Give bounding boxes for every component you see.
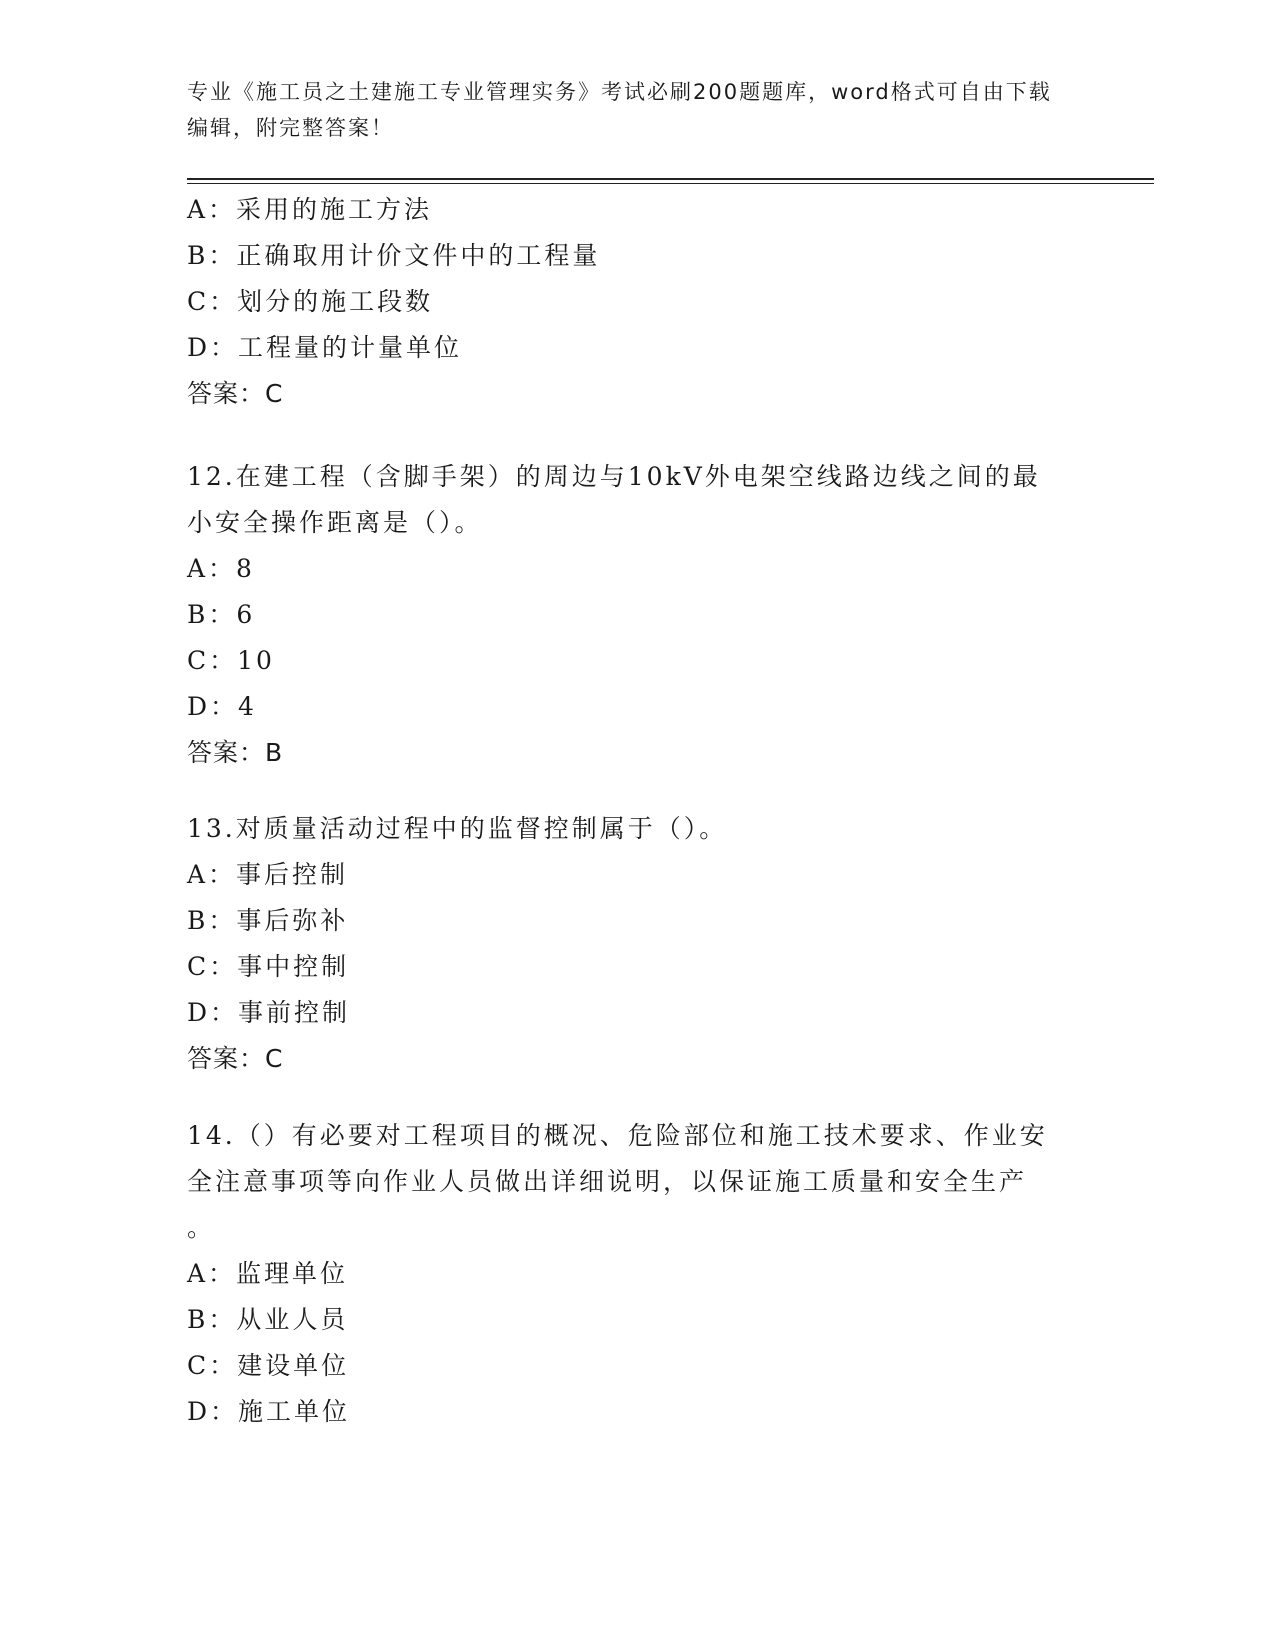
header-text: 专业《施工员之土建施工专业管理实务》考试必刷200题题库，word格式可自由下载编辑，附完整答案！ [187,80,1052,140]
option-a: A：监理单位 [187,1259,349,1288]
option-c: C：划分的施工段数 [187,287,434,316]
option-d: D：事前控制 [187,998,351,1027]
option-c: C：建设单位 [187,1351,350,1380]
option-a: A：事后控制 [187,860,349,889]
question-11 [187,187,1087,417]
answer: 答案：C [187,379,284,408]
option-a: A：8 [187,554,255,583]
option-b: B：正确取用计价文件中的工程量 [187,241,601,270]
question-stem-cont: 全注意事项等向作业人员做出详细说明，以保证施工质量和安全生产 [187,1167,1028,1196]
question-stem: 12.在建工程（含脚手架）的周边与10kV外电架空线路边线之间的最 [187,462,1041,491]
option-c: C：事中控制 [187,952,350,981]
option-a: A：采用的施工方法 [187,195,433,224]
option-d: D：4 [187,692,257,721]
question-stem-cont: 小安全操作距离是（）。 [187,508,483,537]
option-d: D：施工单位 [187,1397,351,1426]
question-12 [187,454,1087,776]
question-13 [187,806,1087,1082]
question-14 [187,1113,1087,1435]
option-d: D：工程量的计量单位 [187,333,463,362]
header-divider [187,178,1154,180]
header-divider-thin [187,183,1154,184]
question-stem: 13.对质量活动过程中的监督控制属于（）。 [187,814,728,843]
answer: 答案：C [187,1044,284,1073]
answer: 答案：B [187,738,284,767]
question-stem: 14.（）有必要对工程项目的概况、危险部位和施工技术要求、作业安 [187,1121,1048,1150]
option-b: B：6 [187,600,256,629]
option-b: B：从业人员 [187,1305,349,1334]
question-stem-end: 。 [187,1213,216,1242]
option-c: C：10 [187,646,275,675]
document-header [187,74,1067,146]
option-b: B：事后弥补 [187,906,349,935]
